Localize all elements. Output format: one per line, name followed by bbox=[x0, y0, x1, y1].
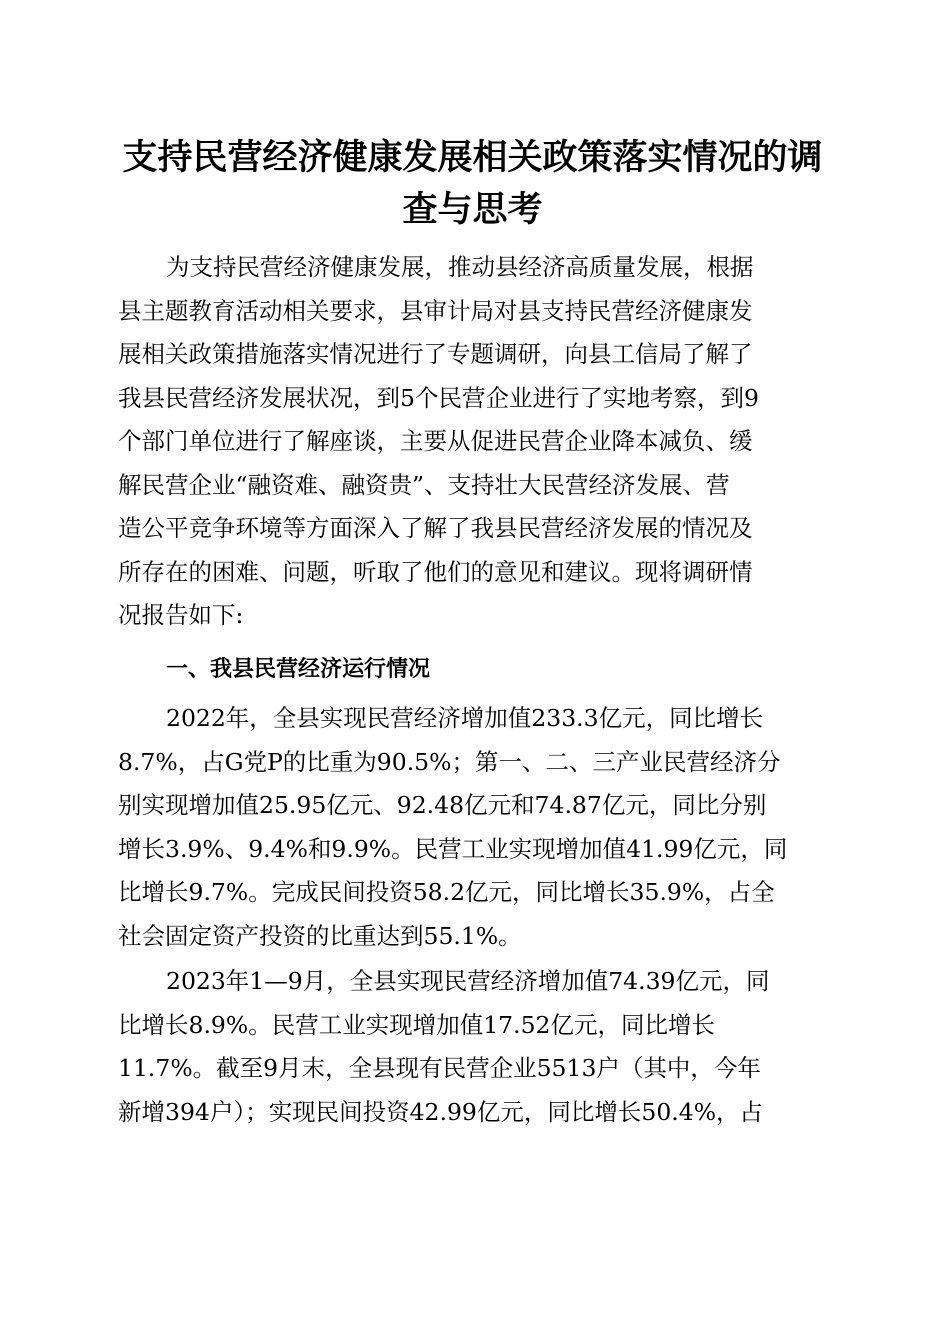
document-title bbox=[110, 132, 835, 236]
paragraph-line: 8.7%，占G党P的比重为90.5%；第一、二、三产业民营经济分 bbox=[118, 747, 781, 776]
paragraph-line: 2022年，全县实现民营经济增加值233.3亿元，同比增长 bbox=[166, 704, 764, 732]
intro-line: 我县民营经济发展状况，到5个民营企业进行了实地考察，到9 bbox=[118, 383, 759, 412]
intro-line: 所存在的困难、问题，听取了他们的意见和建议。现将调研情 bbox=[118, 557, 753, 586]
paragraph-line: 新增394户）；实现民间投资42.99亿元，同比增长50.4%，占 bbox=[118, 1097, 764, 1126]
title-line-2: 查与思考 bbox=[402, 189, 543, 230]
paragraph-line: 社会固定资产投资的比重达到55.1%。 bbox=[118, 921, 522, 950]
intro-line: 展相关政策措施落实情况进行了专题调研，向县工信局了解了 bbox=[118, 340, 753, 368]
intro-line: 县主题教育活动相关要求，县审计局对县支持民营经济健康发 bbox=[118, 296, 753, 325]
paragraph-2023 bbox=[118, 960, 828, 1134]
paragraph-line: 2023年1—9月，全县实现民营经济增加值74.39亿元，同 bbox=[166, 967, 770, 995]
intro-line: 解民营企业“融资难、融资贵”、支持壮大民营经济发展、营 bbox=[118, 470, 730, 499]
paragraph-2022 bbox=[118, 697, 828, 958]
paragraph-line: 比增长8.9%。民营工业实现增加值17.52亿元，同比增长 bbox=[118, 1010, 715, 1039]
paragraph-line: 11.7%。截至9月末，全县现有民营企业5513户（其中，今年 bbox=[118, 1054, 761, 1082]
intro-line: 况报告如下: bbox=[118, 601, 244, 629]
intro-line: 造公平竞争环境等方面深入了解了我县民营经济发展的情况及 bbox=[118, 514, 753, 542]
paragraph-line: 比增长9.7%。完成民间投资58.2亿元，同比增长35.9%，占全 bbox=[118, 878, 775, 906]
title-line-1: 支持民营经济健康发展相关政策落实情况的调 bbox=[122, 137, 823, 178]
intro-paragraph bbox=[118, 246, 828, 638]
intro-line: 个部门单位进行了解座谈，主要从促进民营企业降本减负、缓 bbox=[118, 427, 753, 455]
section-heading: 一、我县民营经济运行情况 bbox=[166, 657, 431, 682]
paragraph-line: 增长3.9%、9.4%和9.9%。民营工业实现增加值41.99亿元，同 bbox=[118, 834, 788, 863]
intro-line: 为支持民营经济健康发展，推动县经济高质量发展，根据 bbox=[166, 253, 754, 281]
paragraph-line: 别实现增加值25.95亿元、92.48亿元和74.87亿元，同比分别 bbox=[118, 791, 767, 819]
